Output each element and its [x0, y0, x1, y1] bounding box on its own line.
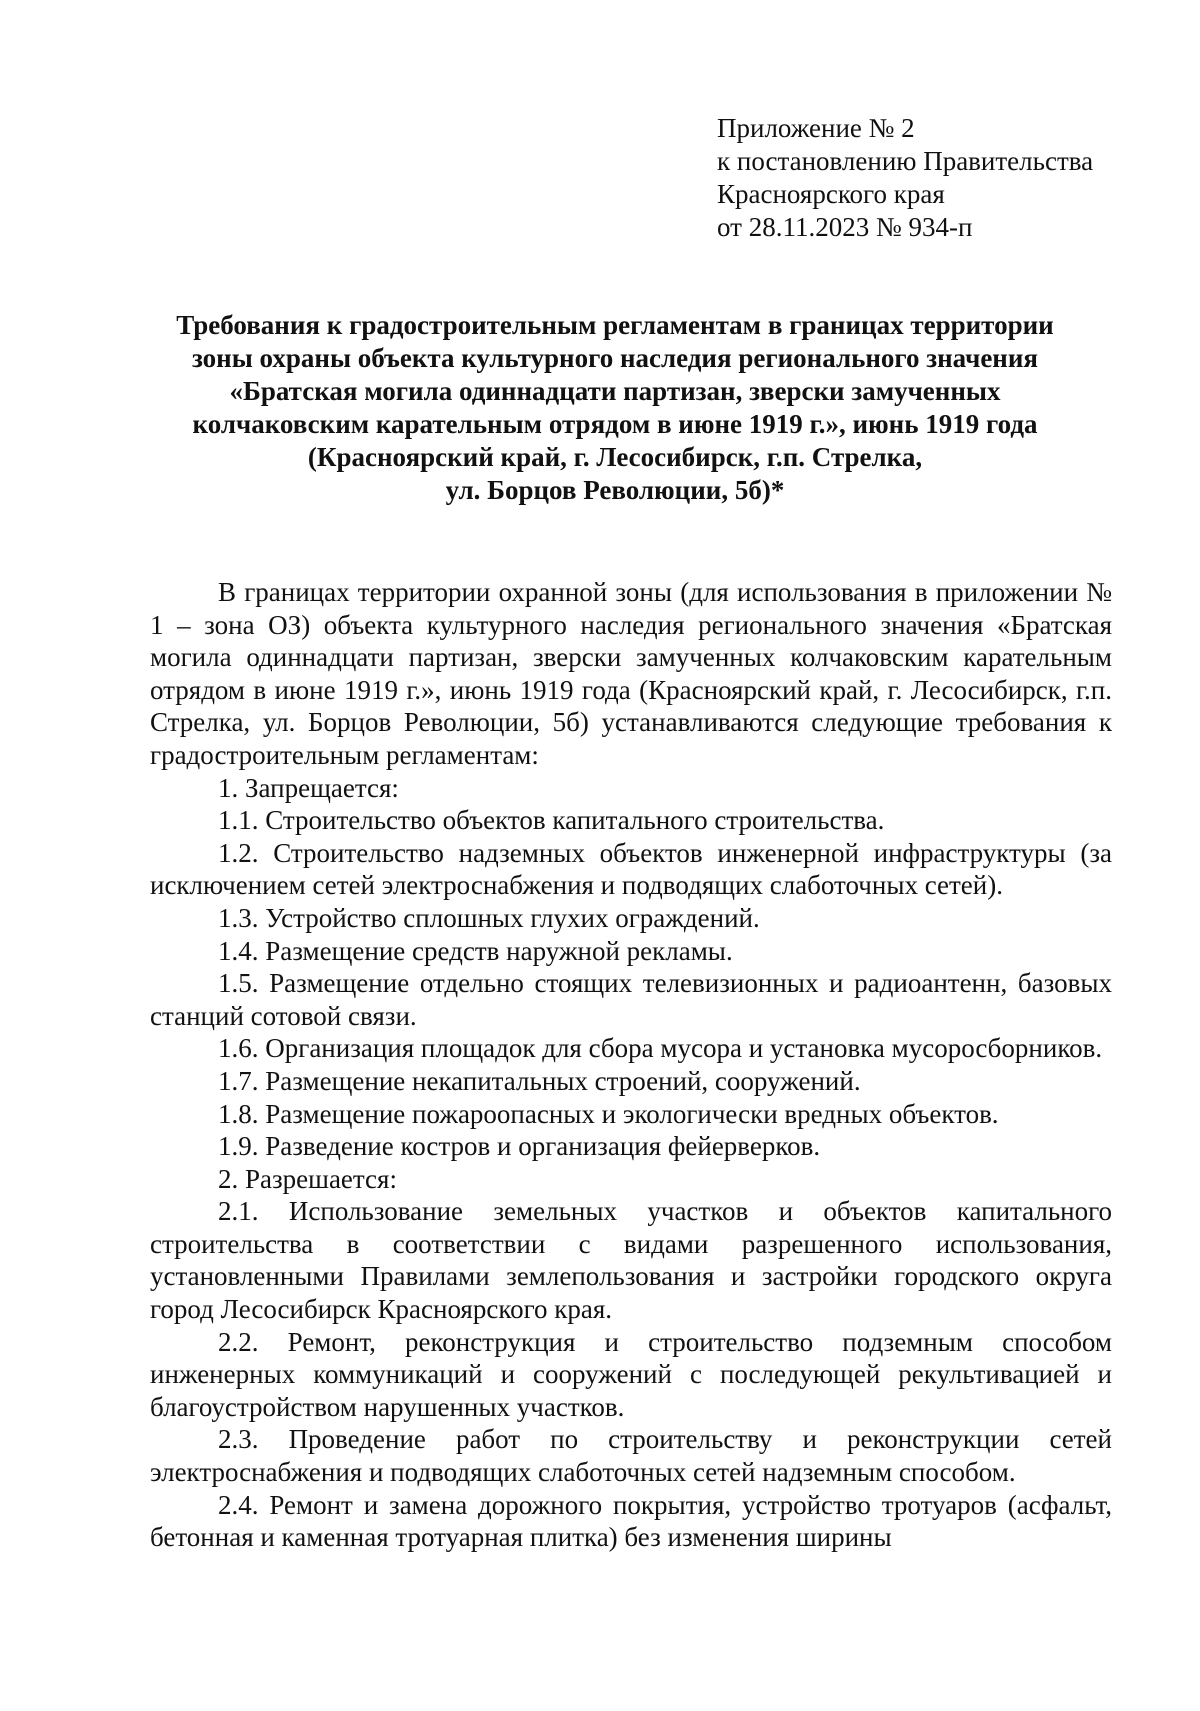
title-line: Требования к градостроительным регламентам в границах территории [176, 310, 1054, 340]
intro-paragraph: В границах территории охранной зоны (для использования в приложении № 1 – зона ОЗ) объекта культурного наследия регионального значения «Братская могила одиннадцати партизан, зверски замученных колчаковским карательным отрядом в июне 1919 г.», июнь 1919 года (Красноярский край, г. Лесосибирск, г.п. Стрелка, ул. Борцов Революции, 5б) устанавливаются следующие требования к градостроительным регламентам: [150, 577, 1112, 770]
list-item: 1.9. Разведение костров и организация фейерверков. [218, 1131, 821, 1162]
section-heading-permitted: 2. Разрешается: [218, 1163, 397, 1194]
list-item: 1.5. Размещение отдельно стоящих телевизионных и радиоантенн, базовых станций сотовой связи. [150, 968, 1112, 1031]
list-item: 1.2. Строительство надземных объектов инженерной инфраструктуры (за исключением сетей электроснабжения и подводящих слаботочных сетей). [150, 837, 1112, 901]
section-heading-prohibited: 1. Запрещается: [218, 772, 399, 803]
list-item: 1.6. Организация площадок для сбора мусора и установка мусоросборников. [218, 1033, 1103, 1064]
list-item: 1.8. Размещение пожароопасных и экологически вредных объектов. [218, 1098, 999, 1129]
approval-line: Красноярского края [717, 179, 945, 209]
title-line: (Красноярский край, г. Лесосибирск, г.п. Стрелка, [307, 442, 923, 472]
title-line: колчаковским карательным отрядом в июне 1919 г.», июнь 1919 года [192, 409, 1038, 439]
list-item: 2.1. Использование земельных участков и объектов капитального строительства в соответствии с видами разрешенного использования, установленными Правилами землепользования и застройки городского округа город Лесосибирск Красноярского края. [150, 1196, 1112, 1325]
approval-line: от 28.11.2023 № 934-п [717, 212, 973, 242]
list-item: 2.2. Ремонт, реконструкция и строительство подземным способом инженерных коммуникаций и сооружений с последующей рекультивацией и благоустройством нарушенных участков. [150, 1326, 1112, 1422]
title-line: ул. Борцов Революции, 5б)* [445, 475, 785, 505]
title-line: «Братская могила одиннадцати партизан, зверски замученных [229, 376, 1001, 406]
title-line: зоны охраны объекта культурного наследия регионального значения [191, 343, 1039, 373]
list-item: 1.1. Строительство объектов капитального строительства. [218, 805, 885, 836]
list-item: 1.7. Размещение некапитальных строений, сооружений. [218, 1065, 861, 1096]
approval-block [717, 112, 1093, 244]
document-title [150, 309, 1080, 507]
approval-line: к постановлению Правительства [717, 146, 1094, 176]
list-item: 2.4. Ремонт и замена дорожного покрытия, устройство тротуаров (асфальт, бетонная и каменная тротуарная плитка) без изменения ширины [150, 1489, 1112, 1553]
document-body [150, 576, 1112, 1554]
list-item: 1.3. Устройство сплошных глухих ограждений. [218, 902, 760, 933]
list-item: 1.4. Размещение средств наружной рекламы. [218, 935, 733, 966]
list-item: 2.3. Проведение работ по строительству и реконструкции сетей электроснабжения и подводящих слаботочных сетей надземным способом. [150, 1424, 1112, 1488]
approval-line: Приложение № 2 [717, 113, 915, 143]
